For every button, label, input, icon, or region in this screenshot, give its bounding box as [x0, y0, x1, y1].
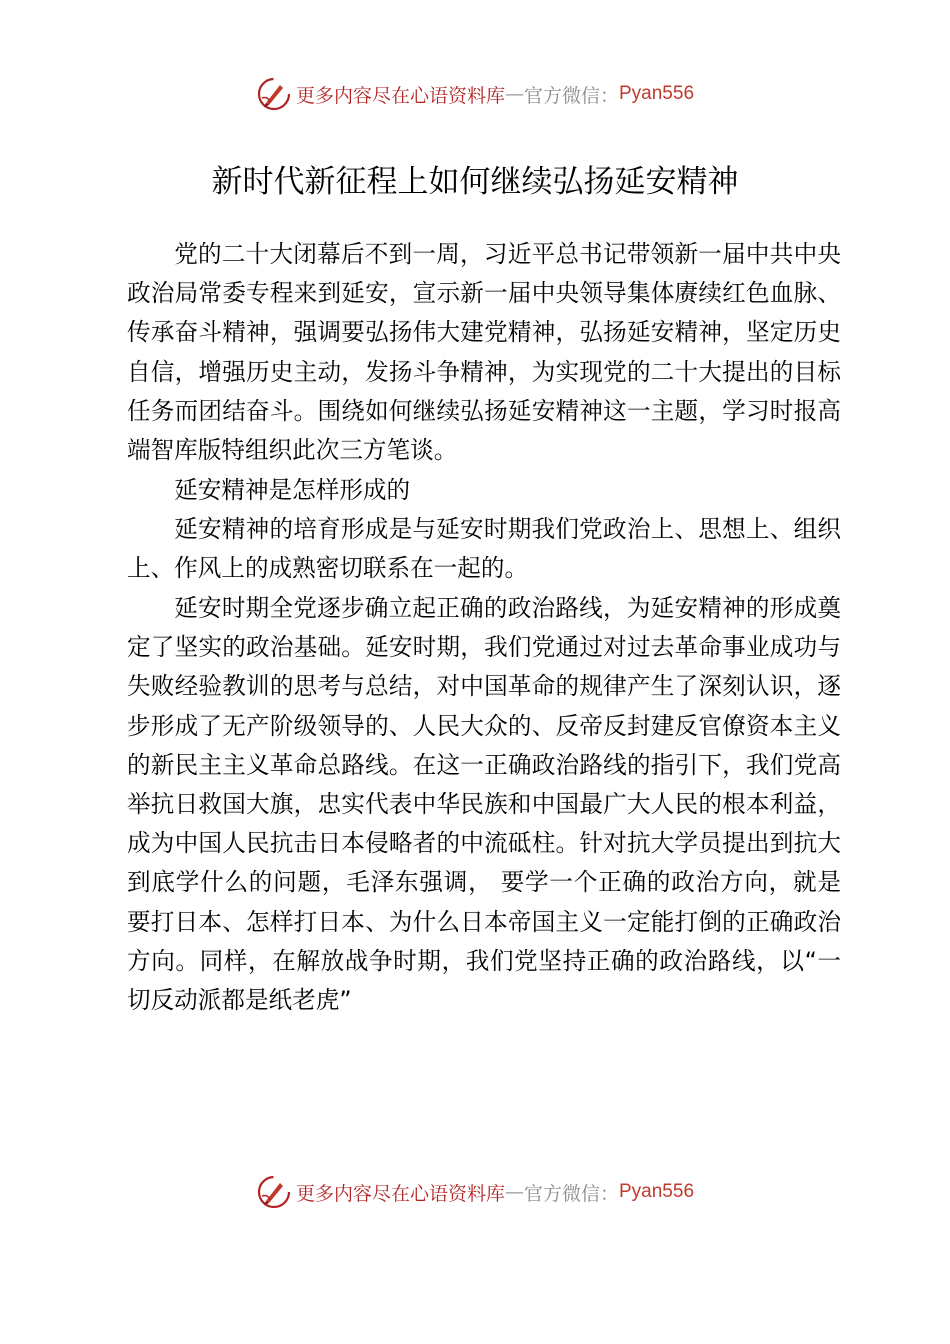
header-separator: —: [504, 83, 524, 105]
pen-logo-icon: [256, 1174, 292, 1210]
header-watermark: [0, 74, 950, 114]
header-contact-label: 官方微信：: [523, 84, 619, 107]
document-title: 新时代新征程上如何继续弘扬延安精神: [211, 164, 739, 200]
pen-logo-icon: [256, 76, 292, 112]
footer-contact-id: Pyan556: [619, 1181, 695, 1202]
intro-paragraph: 党的二十大闭幕后不到一周，习近平总书记带领新一届中共中央政治局常委专程来到延安，宣示新一届中央领导集体赓续红色血脉、传承奋斗精神，强调要弘扬伟大建党精神，弘扬延安精神，坚定历史自信，增强历史主动，发扬斗争精神，为实现党的二十大提出的目标任务而团结奋斗。围绕如何继续弘扬延安精神这一主题，学习时报高端智库版特组织此次三方笔谈。: [127, 240, 841, 465]
header-brand-text: 更多内容尽在心语资料库: [295, 84, 505, 107]
footer-contact-label: 官方微信：: [523, 1182, 619, 1205]
footer-brand-text: 更多内容尽在心语资料库: [295, 1182, 505, 1205]
body-paragraph: 延安精神的培育形成是与延安时期我们党政治上、思想上、组织上、作风上的成熟密切联系在一起的。: [127, 515, 841, 583]
section-heading: 延安精神是怎样形成的: [174, 475, 411, 504]
body-paragraph: 延安时期全党逐步确立起正确的政治路线，为延安精神的形成奠定了坚实的政治基础。延安时期，我们党通过对过去革命事业成功与失败经验教训的思考与总结，对中国革命的规律产生了深刻认识，逐步形成了无产阶级领导的、人民大众的、反帝反封建反官僚资本主义的新民主主义革命总路线。在这一正确政治路线的指引下，我们党高举抗日救国大旗，忠实代表中华民族和中国最广大人民的根本利益，成为中国人民抗击日本侵略者的中流砥柱。针对抗大学员提出到抗大到底学什么的问题，毛泽东强调， 要学一个正确的政治方向，就是要打日本、怎样打日本、为什么日本帝国主义一定能打倒的正确政治方向。同样，在解放战争时期，我们党坚持正确的政治路线，以“一切反动派都是纸老虎”: [127, 594, 841, 1015]
footer-watermark: [0, 1172, 950, 1212]
document-body: [127, 235, 841, 1021]
header-contact-id: Pyan556: [619, 83, 695, 104]
footer-separator: —: [504, 1181, 524, 1203]
